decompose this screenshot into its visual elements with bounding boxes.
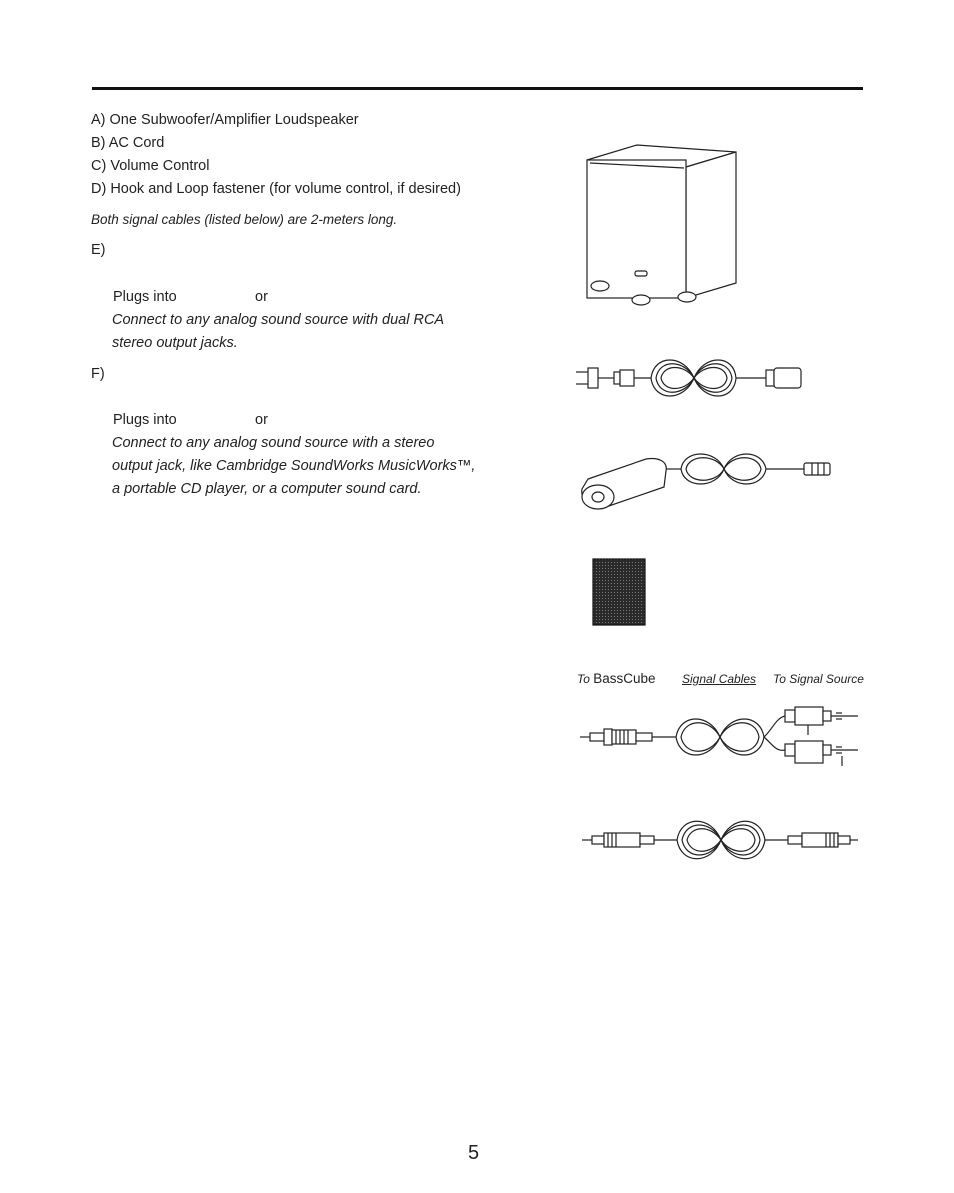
to-basscube-label	[577, 671, 656, 686]
item-c: C) Volume Control	[91, 158, 210, 174]
rca-signal-cable-illustration	[580, 700, 862, 772]
volume-control-illustration	[576, 447, 836, 512]
hook-loop-fastener-illustration	[592, 558, 648, 628]
subwoofer-illustration	[580, 140, 750, 310]
signal-cables-label: Signal Cables	[682, 672, 757, 686]
to-signal-source-label: To Signal Source	[773, 672, 864, 686]
item-f-desc-3: a portable CD player, or a computer sound card.	[112, 481, 422, 497]
item-e-label: E)	[91, 242, 106, 258]
item-d: D) Hook and Loop fastener (for volume control, if desired)	[91, 181, 461, 197]
item-f-desc-2: output jack, like Cambridge SoundWorks MusicWorks™,	[112, 458, 476, 474]
to-basscube-text: BassCube	[593, 671, 656, 686]
item-f-desc-1: Connect to any analog sound source with a stereo	[112, 435, 435, 451]
item-e-desc-2: stereo output jacks.	[112, 335, 238, 351]
cables-note: Both signal cables (listed below) are 2-meters long.	[91, 212, 398, 227]
item-f-or: or	[255, 412, 268, 428]
item-b: B) AC Cord	[91, 135, 165, 151]
to-basscube-prefix: To	[577, 672, 590, 686]
item-f-plugs: Plugs into	[113, 412, 177, 428]
item-e-plugs: Plugs into	[113, 289, 177, 305]
mini-jack-cable-illustration	[582, 812, 860, 866]
ac-cord-illustration	[576, 352, 806, 407]
item-a: A) One Subwoofer/Amplifier Loudspeaker	[91, 112, 359, 128]
page-number: 5	[468, 1142, 480, 1164]
header-rule	[92, 87, 863, 90]
item-e-or: or	[255, 289, 268, 305]
item-f-label: F)	[91, 366, 105, 382]
item-e-desc-1: Connect to any analog sound source with dual RCA	[112, 312, 445, 328]
